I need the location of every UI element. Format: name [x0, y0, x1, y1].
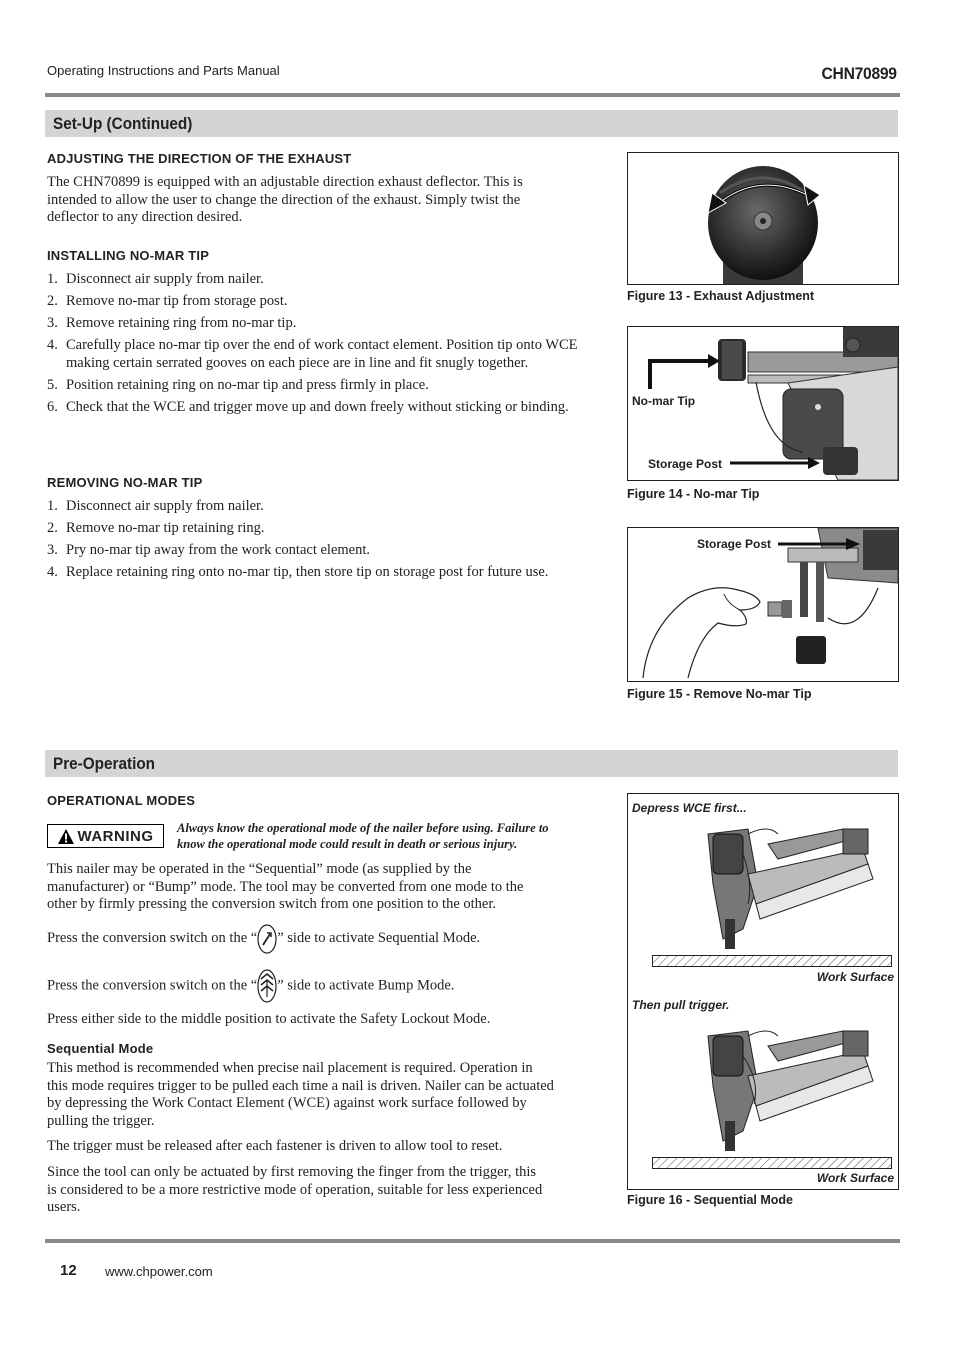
page-number: 12: [60, 1262, 77, 1279]
no-mar-tip-label: No-mar Tip: [632, 394, 696, 408]
list-item: 5. Position retaining ring on no-mar tip and press firmly in place.: [47, 376, 429, 393]
modes-intro-paragraph: This nailer may be operated in the “Sequential” mode (as supplied by the manufacturer) or “Bump” mode. The tool may be converted from one mode to the other by firmly pressing the conversion switch from one position to the other.: [47, 861, 524, 912]
step-pull-trigger-label: Then pull trigger.: [632, 998, 730, 1012]
step-depress-wce-label: Depress WCE first...: [632, 801, 747, 815]
footer-rule: [45, 1239, 900, 1243]
header-rule: [45, 93, 900, 97]
list-item: 4. Replace retaining ring onto no-mar tip, then store tip on storage post for future use.: [47, 564, 549, 580]
sequential-mode-paragraph: This method is recommended when precise nail placement is required. Operation in this mode requires trigger to be pulled each time a nail is driven. Nailer can be actuated by depressing the Work Contact Element (WCE) against work surface followed by pulling the trigger.: [47, 1060, 554, 1129]
section-setup-header: Set-Up (Continued): [45, 110, 898, 137]
lockout-instruction: Press either side to the middle position to activate the Safety Lockout Mode.: [47, 1011, 491, 1027]
remove-heading: REMOVING NO-MAR TIP: [47, 475, 203, 490]
trigger-release-paragraph: The trigger must be released after each fastener is driven to allow tool to reset.: [47, 1138, 503, 1154]
figure-16-image: [627, 793, 899, 1190]
nailer-trigger-illustration: [628, 1026, 898, 1166]
exhaust-heading: ADJUSTING THE DIRECTION OF THE EXHAUST: [47, 151, 352, 166]
figure-13-caption: Figure 13 - Exhaust Adjustment: [627, 289, 815, 303]
work-surface-1: [652, 955, 892, 969]
remove-steps: [47, 498, 607, 586]
manual-title: Operating Instructions and Parts Manual: [47, 63, 280, 78]
storage-post-label: Storage Post: [697, 537, 772, 551]
figure-13-image: [627, 152, 899, 285]
bump-switch-instruction: Press the conversion switch on the “ ” side to activate Bump Mode.: [47, 969, 607, 1003]
figure-14-image: [627, 326, 899, 481]
list-item: 1. Disconnect air supply from nailer.: [47, 271, 264, 287]
sequential-mode-icon: [257, 924, 277, 954]
figure-16-caption: Figure 16 - Sequential Mode: [627, 1193, 793, 1207]
warning-text: Always know the operational mode of the nailer before using. Failure to know the operational mode could result in death or serious injury.: [177, 821, 549, 851]
exhaust-paragraph: The CHN70899 is equipped with an adjustable direction exhaust deflector. This is intended to allow the user to change the direction of the exhaust. Simply twist the deflector to any direction desired.: [47, 174, 523, 225]
install-steps: [47, 271, 607, 421]
list-item: 2. Remove no-mar tip from storage post.: [47, 293, 288, 309]
storage-post-label: Storage Post: [648, 457, 723, 471]
restrictive-mode-paragraph: Since the tool can only be actuated by first removing the finger from the trigger, this is considered to be a more restrictive mode of operation, suitable for less experienced users.: [47, 1164, 543, 1215]
work-surface-2: [652, 1157, 892, 1171]
exhaust-deflector-illustration: [628, 153, 898, 284]
figure-14-caption: Figure 14 - No-mar Tip: [627, 487, 760, 501]
figure-15-image: [627, 527, 899, 682]
sequential-mode-heading: Sequential Mode: [47, 1041, 154, 1056]
figure-15-caption: Figure 15 - Remove No-mar Tip: [627, 687, 812, 701]
section-preoperation-header: Pre-Operation: [45, 750, 898, 777]
work-surface-label: Work Surface: [816, 970, 894, 984]
list-item: 6. Check that the WCE and trigger move up and down freely without sticking or binding.: [47, 398, 569, 415]
install-heading: INSTALLING NO-MAR TIP: [47, 248, 210, 263]
work-surface-label: Work Surface: [816, 1171, 894, 1185]
list-item: 1. Disconnect air supply from nailer.: [47, 498, 264, 514]
operational-modes-heading: OPERATIONAL MODES: [47, 793, 196, 808]
sequential-switch-instruction: Press the conversion switch on the “ ” side to activate Sequential Mode.: [47, 923, 607, 954]
list-item: 3. Pry no-mar tip away from the work contact element.: [47, 542, 370, 558]
bump-mode-icon: [257, 969, 277, 1003]
warning-badge: WARNING: [47, 824, 164, 848]
website-url: www.chpower.com: [105, 1264, 213, 1279]
list-item: 3. Remove retaining ring from no-mar tip.: [47, 315, 297, 331]
nailer-depress-illustration: [628, 824, 898, 964]
list-item: 4. Carefully place no-mar tip over the end of work contact element. Position tip onto WCE making certain serrated gooves on each piece are in line and fit snugly together.: [47, 337, 578, 371]
warning-triangle-icon: [58, 829, 74, 844]
list-item: 2. Remove no-mar tip retaining ring.: [47, 520, 265, 536]
model-number: CHN70899: [821, 64, 897, 83]
